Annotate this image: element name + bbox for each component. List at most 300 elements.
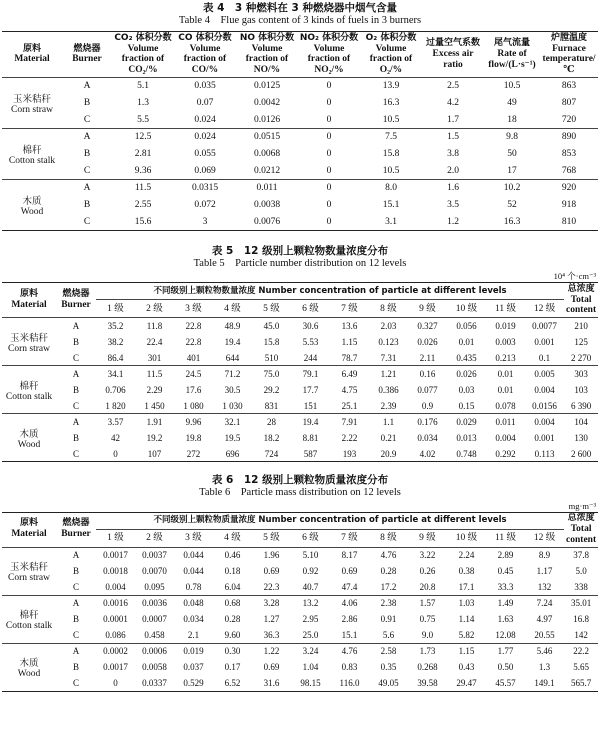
table-cell: 47.4 xyxy=(341,581,358,592)
table-cell: 0.21 xyxy=(380,432,397,443)
header-label-cn: 炉膛温度 xyxy=(550,33,587,44)
table5-caption xyxy=(0,245,600,270)
table6-body xyxy=(2,547,598,691)
table-cell: A xyxy=(83,132,91,143)
table5-caption-cn: 表 5 12 级别上颗粒物数量浓度分布 xyxy=(211,245,389,258)
table-cell: 5.82 xyxy=(458,629,475,640)
table-cell: 45.57 xyxy=(495,677,516,688)
table-cell: 78.7 xyxy=(341,352,358,363)
table-cell: 2.86 xyxy=(341,614,358,625)
table-cell: 0.26 xyxy=(419,566,436,577)
table-row xyxy=(2,78,598,95)
table4-caption xyxy=(0,2,600,27)
table-cell: 0.01 xyxy=(497,384,514,395)
material-en: Cotton stalk xyxy=(8,156,56,167)
table-cell: 13.9 xyxy=(382,81,400,92)
table4-header-cell xyxy=(112,32,174,78)
material-cell xyxy=(2,180,62,231)
level-header: 1 级 xyxy=(107,532,124,543)
table-cell: 40.7 xyxy=(302,581,319,592)
table-cell: 2.58 xyxy=(380,646,397,657)
table-cell: 19.8 xyxy=(185,432,202,443)
table-cell: 0.28 xyxy=(224,614,241,625)
header-label-en: Furnace temperature/℃ xyxy=(542,43,596,75)
header-label-cn: 原料 xyxy=(19,289,38,300)
level-header: 12 级 xyxy=(533,532,556,543)
table-cell: 3.28 xyxy=(263,598,280,609)
table-cell: 0.034 xyxy=(183,614,204,625)
material-cell xyxy=(2,318,56,366)
table-cell: A xyxy=(83,81,91,92)
table-cell: 0 xyxy=(326,149,332,160)
header-label-cn: NO₂ 体积分数 xyxy=(299,33,359,44)
table-row xyxy=(2,163,598,180)
table-cell: 0.0077 xyxy=(532,321,557,332)
table-cell: A xyxy=(83,183,91,194)
header-label-cn: CO₂ 体积分数 xyxy=(114,33,172,44)
material-cell xyxy=(2,366,56,414)
material-en: Corn straw xyxy=(8,343,50,354)
table-cell: 0.044 xyxy=(183,550,204,561)
table-cell: 8.17 xyxy=(341,550,358,561)
table-cell: 853 xyxy=(561,149,577,160)
table-cell: 17 xyxy=(507,165,517,176)
table-cell: 0 xyxy=(326,216,332,227)
level-header: 6 级 xyxy=(302,532,319,543)
table4 xyxy=(2,31,598,231)
table-cell: 724 xyxy=(264,448,279,459)
material-cn: 木质 xyxy=(19,428,39,440)
table-cell: 0.75 xyxy=(419,614,436,625)
table-cell: 0.056 xyxy=(456,321,477,332)
table4-header-cell xyxy=(422,32,484,78)
material-en: Cotton stalk xyxy=(5,621,53,632)
header-label-cn: 原料 xyxy=(22,43,41,54)
table-row xyxy=(2,318,598,334)
table-cell: 0.077 xyxy=(417,384,438,395)
table-row xyxy=(2,366,598,382)
header-label-cn: 燃烧器 xyxy=(62,289,90,300)
table-cell: 3.24 xyxy=(302,646,319,657)
table-cell: 29.47 xyxy=(456,677,477,688)
table-cell: 0.086 xyxy=(105,629,126,640)
table-cell: 0.16 xyxy=(419,369,436,380)
table-cell: 22.4 xyxy=(146,336,163,347)
table-cell: 17.2 xyxy=(380,581,397,592)
table-cell: A xyxy=(72,417,80,428)
table-cell: 0.0042 xyxy=(253,98,281,109)
table-row xyxy=(2,95,598,112)
material-en: Corn straw xyxy=(11,105,53,116)
table-row xyxy=(2,611,598,627)
material-header xyxy=(2,283,56,318)
table-cell: 33.3 xyxy=(497,581,514,592)
level-header: 10 级 xyxy=(455,303,478,314)
table-cell: 0.024 xyxy=(194,132,216,143)
table-cell: 39.58 xyxy=(417,677,438,688)
levels-span-header: 不同级别上颗粒物数量浓度 Number concentration of particle at different levels xyxy=(96,283,564,300)
table-cell: 116.0 xyxy=(339,677,360,688)
material-cn: 棉秆 xyxy=(19,610,39,622)
table-cell: 20.55 xyxy=(534,629,555,640)
table-cell: 0.28 xyxy=(380,566,397,577)
table-cell: 0.037 xyxy=(183,662,204,673)
table-cell: 15.8 xyxy=(382,149,400,160)
table-cell: 1.3 xyxy=(538,662,551,673)
table-cell: 2.81 xyxy=(134,149,152,160)
table-cell: 17.7 xyxy=(302,384,319,395)
table-cell: 0.004 xyxy=(534,384,555,395)
table-cell: 0.43 xyxy=(458,662,475,673)
table-cell: 11.5 xyxy=(146,369,163,380)
table-cell: C xyxy=(83,216,91,227)
table-cell: 0.0125 xyxy=(253,81,281,92)
table-cell: 49.05 xyxy=(378,677,399,688)
table5-body xyxy=(2,318,598,462)
table-cell: 107 xyxy=(147,448,162,459)
table-cell: 0.001 xyxy=(534,336,555,347)
table-cell: 807 xyxy=(561,98,577,109)
table-cell: 12.08 xyxy=(495,629,516,640)
table-cell: 8.9 xyxy=(538,550,551,561)
material-cn: 木质 xyxy=(22,196,42,208)
table-cell: 0.50 xyxy=(497,662,514,673)
table-cell: 1.96 xyxy=(263,550,280,561)
table-cell: 0.386 xyxy=(378,384,399,395)
header-label-cn: O₂ 体积分数 xyxy=(365,33,417,44)
level-header: 3 级 xyxy=(185,303,202,314)
table-row xyxy=(2,334,598,350)
table4-caption-en: Table 4 Flue gas content of 3 kinds of fuels in 3 burners xyxy=(178,14,422,26)
table-cell: 0.15 xyxy=(458,400,475,411)
table-cell: 0 xyxy=(326,183,332,194)
table-cell: 0.0001 xyxy=(103,614,128,625)
table-cell: 4.2 xyxy=(447,98,459,109)
table-cell: 1 030 xyxy=(222,400,243,411)
material-cell xyxy=(2,595,56,643)
table-cell: 15.1 xyxy=(382,200,400,211)
table-cell: 49 xyxy=(507,98,517,109)
material-cn: 玉米秸秆 xyxy=(12,94,51,106)
table-cell: 25.0 xyxy=(302,629,319,640)
table-row xyxy=(2,675,598,691)
table-cell: 2.95 xyxy=(302,614,319,625)
table-cell: 15.1 xyxy=(341,629,358,640)
level-header: 8 级 xyxy=(380,532,397,543)
level-header: 9 级 xyxy=(419,303,436,314)
material-header xyxy=(2,512,56,547)
table-cell: 0.0002 xyxy=(103,646,128,657)
total-header xyxy=(564,283,598,318)
level-header: 1 级 xyxy=(107,303,124,314)
table-cell: B xyxy=(83,200,91,211)
table-cell: 130 xyxy=(574,432,588,443)
table-cell: 0.17 xyxy=(224,662,241,673)
table-cell: 48.9 xyxy=(224,321,241,332)
table-cell: 0.0212 xyxy=(253,165,281,176)
table-row xyxy=(2,446,598,462)
table-cell: 210 xyxy=(574,321,588,332)
level-header: 5 级 xyxy=(263,532,280,543)
table-cell: C xyxy=(72,400,79,411)
table-cell: 125 xyxy=(574,336,588,347)
level-header: 4 级 xyxy=(224,532,241,543)
table-cell: 1.3 xyxy=(137,98,149,109)
table4-header-cell xyxy=(484,32,540,78)
table-cell: 4.06 xyxy=(341,598,358,609)
table-cell: 0 xyxy=(326,81,332,92)
table-cell: 0.78 xyxy=(185,581,202,592)
burner-header xyxy=(56,512,96,547)
table-cell: A xyxy=(72,550,80,561)
table-cell: C xyxy=(83,114,91,125)
table-cell: 2 600 xyxy=(570,448,592,459)
table-cell: 1.6 xyxy=(447,183,459,194)
level-header: 11 级 xyxy=(494,532,517,543)
table-cell: 10.5 xyxy=(382,114,400,125)
table4-caption-cn: 表 4 3 种燃料在 3 种燃烧器中烟气含量 xyxy=(202,2,398,14)
header-label-en: Excess air ratio xyxy=(432,49,474,70)
table-cell: 36.3 xyxy=(263,629,280,640)
table-cell: 0.30 xyxy=(224,646,241,657)
header-label-cn: 过量空气系数 xyxy=(425,38,480,49)
material-cell xyxy=(2,414,56,462)
table-cell: 42 xyxy=(111,432,120,443)
table-cell: 0.004 xyxy=(534,417,555,428)
table-cell: 7.91 xyxy=(341,417,358,428)
table-cell: 5.5 xyxy=(137,114,149,125)
table-cell: 4.76 xyxy=(341,646,358,657)
table-cell: 0.292 xyxy=(495,448,516,459)
table-cell: B xyxy=(72,566,79,577)
level-header: 10 级 xyxy=(455,532,478,543)
table-cell: 0.005 xyxy=(534,369,555,380)
table-row xyxy=(2,643,598,659)
table-cell: 0.0007 xyxy=(142,614,167,625)
table-cell: 2.55 xyxy=(134,200,152,211)
table-cell: 10.2 xyxy=(503,183,521,194)
table-cell: 103 xyxy=(574,384,588,395)
table5 xyxy=(2,282,598,462)
header-label-cn: CO 体积分数 xyxy=(178,33,232,44)
burner-header xyxy=(56,283,96,318)
table-cell: 30.6 xyxy=(302,321,319,332)
table-cell: 0.458 xyxy=(144,629,165,640)
table-cell: 29.2 xyxy=(263,384,280,395)
table-cell: A xyxy=(72,646,80,657)
table-row xyxy=(2,595,598,611)
table-cell: 0.003 xyxy=(495,336,516,347)
table-cell: 11.5 xyxy=(134,183,152,194)
table-cell: 6.04 xyxy=(224,581,241,592)
header-label-en: Material xyxy=(14,54,50,65)
table-cell: 22.8 xyxy=(185,321,202,332)
header-label-en: Volume fraction of O₂/% xyxy=(369,43,413,75)
table6-header xyxy=(2,512,598,547)
table-cell: 0.03 xyxy=(458,384,475,395)
table-cell: 5.10 xyxy=(302,550,319,561)
table-row xyxy=(2,382,598,398)
table-cell: 0.176 xyxy=(417,417,438,428)
table-cell: 149.1 xyxy=(534,677,555,688)
table-row xyxy=(2,430,598,446)
table-cell: 28 xyxy=(267,417,276,428)
level-header: 11 级 xyxy=(494,303,517,314)
table-cell: 50 xyxy=(507,149,517,160)
table-cell: 0.1 xyxy=(538,352,551,363)
table-cell: 890 xyxy=(561,132,577,143)
table-cell: 1.21 xyxy=(380,369,397,380)
table-cell: 1.17 xyxy=(536,566,553,577)
table-cell: B xyxy=(72,432,79,443)
table-cell: 0.07 xyxy=(196,98,214,109)
table-cell: 2.1 xyxy=(187,629,200,640)
header-label-en: Material xyxy=(11,529,47,540)
table-cell: 0.0126 xyxy=(253,114,281,125)
material-cell xyxy=(2,129,62,180)
table-cell: 2 270 xyxy=(570,352,592,363)
table-cell: 71.2 xyxy=(224,369,241,380)
header-label-en: Volume fraction of NO₂/% xyxy=(307,43,351,75)
table-cell: 151 xyxy=(303,400,318,411)
table-cell: 1 080 xyxy=(183,400,204,411)
level-header: 2 级 xyxy=(146,532,163,543)
table-cell: 0.026 xyxy=(417,336,438,347)
table-cell: 0.529 xyxy=(183,677,204,688)
table-cell: 79.1 xyxy=(302,369,319,380)
table-cell: 1.63 xyxy=(497,614,514,625)
table-cell: 0.0156 xyxy=(532,400,557,411)
table-cell: 15.6 xyxy=(134,216,152,227)
table-cell: C xyxy=(72,677,79,688)
table-cell: 86.4 xyxy=(107,352,124,363)
table-cell: C xyxy=(72,629,79,640)
table-cell: 0.0037 xyxy=(142,550,167,561)
table-row xyxy=(2,579,598,595)
table-cell: 17.1 xyxy=(458,581,475,592)
header-label-en: Burner xyxy=(72,54,102,65)
table-row xyxy=(2,180,598,197)
table6-caption xyxy=(0,474,600,499)
material-cn: 棉秆 xyxy=(19,380,39,392)
table-row xyxy=(2,547,598,563)
table-cell: 920 xyxy=(561,183,577,194)
table6-caption-cn: 表 6 12 级别上颗粒物质量浓度分布 xyxy=(211,474,389,487)
table6-header-row-1 xyxy=(2,512,598,529)
table-cell: 4.97 xyxy=(536,614,553,625)
table-cell: 52 xyxy=(507,200,517,211)
table-cell: 1.57 xyxy=(419,598,436,609)
table-cell: 75.0 xyxy=(263,369,280,380)
table-cell: 810 xyxy=(561,216,577,227)
header-label-en: Burner xyxy=(61,300,91,311)
table-cell: A xyxy=(72,369,80,380)
table-cell: 1.2 xyxy=(447,216,459,227)
table-cell: 98.15 xyxy=(300,677,321,688)
table-cell: 17.6 xyxy=(185,384,202,395)
table-cell: 0.0006 xyxy=(142,646,167,657)
table-cell: 5.65 xyxy=(573,662,589,673)
table-cell: 4.02 xyxy=(419,448,436,459)
table-cell: 16.3 xyxy=(382,98,400,109)
table-cell: 696 xyxy=(225,448,240,459)
table-cell: 9.60 xyxy=(224,629,241,640)
table-cell: 0.45 xyxy=(497,566,514,577)
table-cell: 831 xyxy=(264,400,279,411)
table-cell: 22.3 xyxy=(263,581,280,592)
table-cell: 0.004 xyxy=(105,581,126,592)
table-cell: 1.15 xyxy=(458,646,475,657)
table-cell: 2.38 xyxy=(380,598,397,609)
table-cell: 1.22 xyxy=(263,646,280,657)
table-cell: 0.113 xyxy=(534,448,555,459)
table-cell: 6 390 xyxy=(570,400,592,411)
table-cell: 510 xyxy=(264,352,279,363)
table-cell: 0.078 xyxy=(495,400,516,411)
table-cell: 2.22 xyxy=(341,432,358,443)
table-cell: 0.706 xyxy=(105,384,126,395)
table-cell: 8.81 xyxy=(302,432,319,443)
table-row xyxy=(2,112,598,129)
table-cell: 37.8 xyxy=(573,550,589,561)
table-cell: 35.01 xyxy=(570,598,592,609)
table-cell: 565.7 xyxy=(570,677,592,688)
table5-caption-en: Table 5 Particle number distribution on 12 levels xyxy=(193,257,407,269)
table4-header-cell xyxy=(540,32,598,78)
total-header xyxy=(564,512,598,547)
table-cell: B xyxy=(83,149,91,160)
level-header: 4 级 xyxy=(224,303,241,314)
table-cell: 0.0076 xyxy=(253,216,281,227)
table-cell: 2.29 xyxy=(146,384,163,395)
table-cell: 0 xyxy=(326,114,332,125)
header-label-cn: NO 体积分数 xyxy=(239,33,295,44)
table-cell: C xyxy=(83,165,91,176)
table-cell: 0.01 xyxy=(458,336,475,347)
table-cell: 22.8 xyxy=(185,336,202,347)
table-cell: 6.52 xyxy=(224,677,241,688)
table-row xyxy=(2,627,598,643)
table-cell: 272 xyxy=(186,448,201,459)
table-cell: 0.026 xyxy=(456,369,477,380)
table-cell: 0.213 xyxy=(495,352,516,363)
table-cell: 34.1 xyxy=(107,369,124,380)
table-cell: 0.92 xyxy=(302,566,319,577)
table-cell: 301 xyxy=(147,352,162,363)
table-cell: 0.024 xyxy=(194,114,216,125)
header-label-en: Burner xyxy=(61,529,91,540)
table-cell: 863 xyxy=(561,81,577,92)
table-cell: 768 xyxy=(561,165,577,176)
table-cell: 1 450 xyxy=(144,400,165,411)
table-cell: 9.8 xyxy=(506,132,518,143)
header-label-en: Volume fraction of CO/% xyxy=(183,43,227,75)
table-cell: 303 xyxy=(574,369,588,380)
table-cell: 30.5 xyxy=(224,384,241,395)
table-cell: 3 xyxy=(202,216,208,227)
table-cell: 1.5 xyxy=(447,132,459,143)
table-cell: 20.9 xyxy=(380,448,397,459)
table-cell: 9.36 xyxy=(134,165,152,176)
table-cell: 0.83 xyxy=(341,662,358,673)
table-cell: 0 xyxy=(326,165,332,176)
table-cell: 15.8 xyxy=(263,336,280,347)
header-label-cn: 尾气流量 xyxy=(493,38,530,49)
table-cell: 0.46 xyxy=(224,550,241,561)
table-cell: 132 xyxy=(537,581,552,592)
table-row xyxy=(2,563,598,579)
table-cell: 31.6 xyxy=(263,677,280,688)
